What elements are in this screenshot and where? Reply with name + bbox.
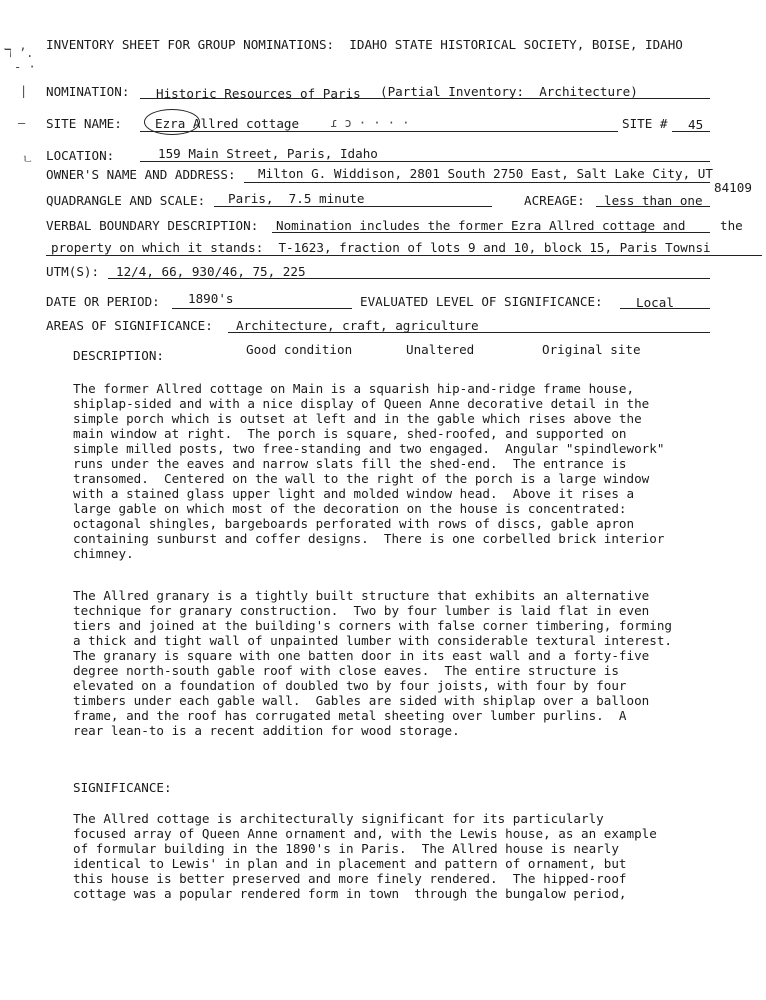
- paragraph-line: rear lean-to is a recent addition for wood storage.: [73, 723, 460, 738]
- description-paragraph-1: [73, 381, 664, 561]
- margin-pencil-mark: —: [18, 116, 26, 130]
- quadrangle-label: QUADRANGLE AND SCALE:: [46, 193, 206, 208]
- paragraph-line: simple milled posts, two free-standing and two engaged. Angular "spindlework": [73, 441, 665, 456]
- paragraph-line: transomed. Centered on the wall to the right of the porch is a large window: [73, 471, 650, 486]
- significance-paragraph: [73, 811, 657, 901]
- areas-rule: [228, 332, 710, 333]
- paragraph-line: The granary is square with one batten door in its east wall and a forty-five: [73, 648, 650, 663]
- alteration-value: Unaltered: [406, 342, 475, 357]
- paragraph-line: chimney.: [73, 546, 134, 561]
- utm-rule: [108, 278, 710, 279]
- paragraph-line: technique for granary construction. Two by four lumber is laid flat in even: [73, 603, 650, 618]
- paragraph-line: runs under the eaves and narrow slats fill the shed-end. The entrance is: [73, 456, 627, 471]
- site-name-label: SITE NAME:: [46, 116, 122, 131]
- areas-label: AREAS OF SIGNIFICANCE:: [46, 318, 213, 333]
- level-rule: [620, 308, 710, 309]
- owner-label: OWNER'S NAME AND ADDRESS:: [46, 167, 236, 182]
- margin-pencil-mark: - ·: [14, 60, 36, 74]
- boundary-value-tail: the: [720, 218, 743, 233]
- paragraph-line: The Allred cottage is architecturally significant for its particularly: [73, 811, 604, 826]
- paragraph-line: main window at right. The porch is square, shed-roofed, and supported on: [73, 426, 627, 441]
- nomination-value: Historic Resources of Paris: [156, 86, 361, 101]
- nomination-note: (Partial Inventory: Architecture): [380, 84, 638, 99]
- paragraph-line: elevated on a foundation of doubled two by four joists, with four by four: [73, 678, 627, 693]
- quadrangle-value: Paris, 7.5 minute: [228, 191, 365, 206]
- sheet-header: INVENTORY SHEET FOR GROUP NOMINATIONS: IDAHO STATE HISTORICAL SOCIETY, BOISE, IDAHO: [46, 37, 683, 52]
- owner-zip: 84109: [714, 180, 752, 195]
- site-number-rule: [672, 131, 710, 132]
- site-name-rule: [140, 131, 618, 132]
- owner-value: Milton G. Widdison, 2801 South 2750 East, Salt Lake City, UT: [258, 166, 713, 181]
- paragraph-line: simple porch which is outset at left and in the gable which rises above the: [73, 411, 642, 426]
- quadrangle-rule: [214, 206, 492, 207]
- date-value: 1890's: [188, 291, 234, 306]
- acreage-rule: [596, 206, 710, 207]
- areas-value: Architecture, craft, agriculture: [236, 318, 479, 333]
- paragraph-line: The Allred granary is a tightly built structure that exhibits an alternative: [73, 588, 650, 603]
- paragraph-line: octagonal shingles, bargeboards perforated with rows of discs, gable apron: [73, 516, 635, 531]
- paragraph-line: with a stained glass upper light and molded window head. Above it rises a: [73, 486, 635, 501]
- paragraph-line: degree north-south gable roof with close eaves. The entire structure is: [73, 663, 619, 678]
- paragraph-line: timbers under each gable wall. Gables are sided with shiplap over a balloon: [73, 693, 650, 708]
- paragraph-line: frame, and the roof has corrugated metal sheeting over lumber purlins. A: [73, 708, 627, 723]
- significance-label: SIGNIFICANCE:: [73, 780, 172, 795]
- acreage-label: ACREAGE:: [524, 193, 585, 208]
- boundary-rule-2: [46, 255, 762, 256]
- utm-label: UTM(S):: [46, 264, 100, 279]
- owner-rule: [244, 182, 710, 183]
- margin-pencil-mark: |: [20, 84, 28, 98]
- paragraph-line: cottage was a popular rendered form in town through the bungalow period,: [73, 886, 627, 901]
- site-name-value: Ezra Allred cottage: [155, 116, 300, 131]
- boundary-label: VERBAL BOUNDARY DESCRIPTION:: [46, 218, 259, 233]
- boundary-rule-1: [272, 232, 710, 233]
- margin-pencil-mark: ℸ ’.: [4, 46, 34, 60]
- paragraph-line: focused array of Queen Anne ornament and, with the Lewis house, as an example: [73, 826, 657, 841]
- site-number-label: SITE #: [622, 116, 668, 131]
- boundary-value-line-1: Nomination includes the former Ezra Allred cottage and: [276, 218, 686, 233]
- nomination-label: NOMINATION:: [46, 84, 130, 99]
- location-rule: [140, 161, 710, 162]
- location-value: 159 Main Street, Paris, Idaho: [158, 146, 378, 161]
- paragraph-line: The former Allred cottage on Main is a squarish hip-and-ridge frame house,: [73, 381, 635, 396]
- paragraph-line: this house is better preserved and more finely rendered. The hipped-roof: [73, 871, 627, 886]
- level-label: EVALUATED LEVEL OF SIGNIFICANCE:: [360, 294, 603, 309]
- paragraph-line: shiplap-sided and with a nice display of Queen Anne decorative detail in the: [73, 396, 650, 411]
- condition-value: Good condition: [246, 342, 353, 357]
- acreage-value: less than one: [604, 193, 703, 208]
- location-label: LOCATION:: [46, 148, 115, 163]
- level-value: Local: [636, 295, 674, 310]
- date-rule: [172, 308, 352, 309]
- description-paragraph-2: [73, 588, 672, 738]
- site-number-value: 45: [688, 117, 704, 132]
- paragraph-line: of formular building in the 1890's in Paris. The Allred house is nearly: [73, 841, 619, 856]
- paragraph-line: a thick and tight wall of unpainted lumber with considerable textural interest.: [73, 633, 672, 648]
- site-status-value: Original site: [542, 342, 641, 357]
- margin-pencil-mark: ㄴ: [22, 152, 34, 166]
- pencil-scribble: ɾ ɔ · · · ·: [330, 116, 410, 130]
- nomination-rule: [140, 98, 710, 99]
- paragraph-line: large gable on which most of the decoration on the house is concentrated:: [73, 501, 627, 516]
- paragraph-line: containing sunburst and coffer designs. There is one corbelled brick interior: [73, 531, 665, 546]
- boundary-value-line-2: property on which it stands: T-1623, fraction of lots 9 and 10, block 15, Paris Townsi: [51, 240, 711, 255]
- paragraph-line: identical to Lewis' in plan and in placement and pattern of ornament, but: [73, 856, 627, 871]
- description-label: DESCRIPTION:: [73, 348, 164, 363]
- date-label: DATE OR PERIOD:: [46, 294, 160, 309]
- utm-value: 12/4, 66, 930/46, 75, 225: [116, 264, 306, 279]
- paragraph-line: tiers and joined at the building's corners with false corner timbering, forming: [73, 618, 672, 633]
